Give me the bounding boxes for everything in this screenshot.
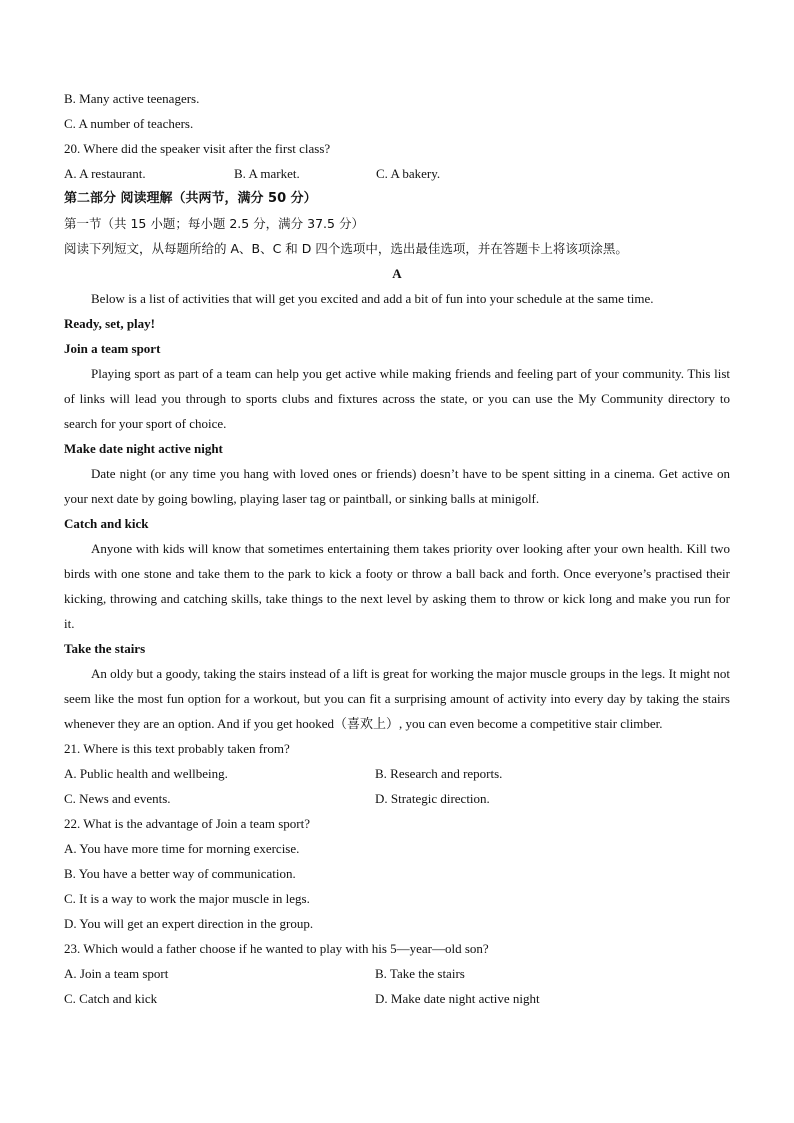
q23-option-a: A. Join a team sport — [64, 966, 169, 981]
section-title-team-sport: Join a team sport — [64, 341, 161, 356]
section-body-catch-kick: Anyone with kids will know that sometimes entertaining them takes priority over looking after your own health. Kill two birds with one stone and take them to the park to kick a footy or throw a ball back and forth. Once everyone’s practised their kicking, throwing and catching skills, take things to the next level by asking them to throw or kick long and make you run for it. — [64, 541, 730, 631]
section-body-stairs: An oldy but a goody, taking the stairs instead of a lift is great for working the major muscle groups in the legs. It might not seem like the most fun option for a workout, but you can fit a surprising amount of activity into every day by taking the stairs whenever they are an option. And if you get hooked（喜欢上）, you can even become a competitive stair climber. — [64, 666, 730, 731]
q21-option-b: B. Research and reports. — [375, 766, 503, 781]
section-title-date-night: Make date night active night — [64, 441, 223, 456]
reading-instruction: 阅读下列短文，从每题所给的 A、B、C 和 D 四个选项中，选出最佳选项，并在答题卡上将该项涂黑。 — [64, 241, 628, 256]
q21-stem: 21. Where is this text probably taken from? — [64, 741, 290, 756]
q21-options-ab — [64, 761, 730, 786]
q22-option-b: B. You have a better way of communication. — [64, 866, 296, 881]
q21-option-d: D. Strategic direction. — [375, 791, 490, 806]
q23-stem: 23. Which would a father choose if he wanted to play with his 5—year—old son? — [64, 941, 489, 956]
passage-label: A — [392, 266, 402, 281]
q23-option-b: B. Take the stairs — [375, 966, 465, 981]
q22-stem: 22. What is the advantage of Join a team sport? — [64, 816, 310, 831]
q22-option-d: D. You will get an expert direction in the group. — [64, 916, 314, 931]
q23-options-ab — [64, 961, 730, 986]
passage-intro: Below is a list of activities that will get you excited and add a bit of fun into your schedule at the same time. — [91, 291, 654, 306]
q23-options-cd — [64, 986, 730, 1011]
section-title-stairs: Take the stairs — [64, 641, 146, 656]
q19-option-c: C. A number of teachers. — [64, 116, 194, 131]
section1-title: 第一节（共 15 小题；每小题 2.5 分，满分 37.5 分） — [64, 216, 364, 231]
q22-option-a: A. You have more time for morning exercise. — [64, 841, 300, 856]
section-title-catch-kick: Catch and kick — [64, 516, 149, 531]
q21-options-cd — [64, 786, 730, 811]
q20-options — [64, 161, 730, 186]
q23-option-c: C. Catch and kick — [64, 991, 158, 1006]
q23-option-d: D. Make date night active night — [375, 991, 540, 1006]
q22-option-c: C. It is a way to work the major muscle in legs. — [64, 891, 310, 906]
section-body-team-sport: Playing sport as part of a team can help you get active while making friends and feeling part of your community. This list of links will lead you through to sports clubs and fixtures across the state, or you can use the My Community directory to search for your sport of choice. — [64, 366, 730, 431]
passage-heading: Ready, set, play! — [64, 316, 155, 331]
q20-stem: 20. Where did the speaker visit after the first class? — [64, 141, 331, 156]
q21-option-c: C. News and events. — [64, 791, 171, 806]
q20-option-a: A. A restaurant. — [64, 166, 146, 181]
q20-option-c: C. A bakery. — [376, 166, 441, 181]
q19-option-b: B. Many active teenagers. — [64, 91, 200, 106]
section-body-date-night: Date night (or any time you hang with loved ones or friends) doesn’t have to be spent sitting in a cinema. Get active on your next date by going bowling, playing laser tag or paintball, or sinking balls at minigolf. — [64, 466, 730, 506]
page-content — [64, 86, 730, 1011]
q21-option-a: A. Public health and wellbeing. — [64, 766, 228, 781]
part2-title: 第二部分 阅读理解（共两节，满分 50 分） — [64, 191, 317, 206]
q20-option-b: B. A market. — [234, 166, 300, 181]
